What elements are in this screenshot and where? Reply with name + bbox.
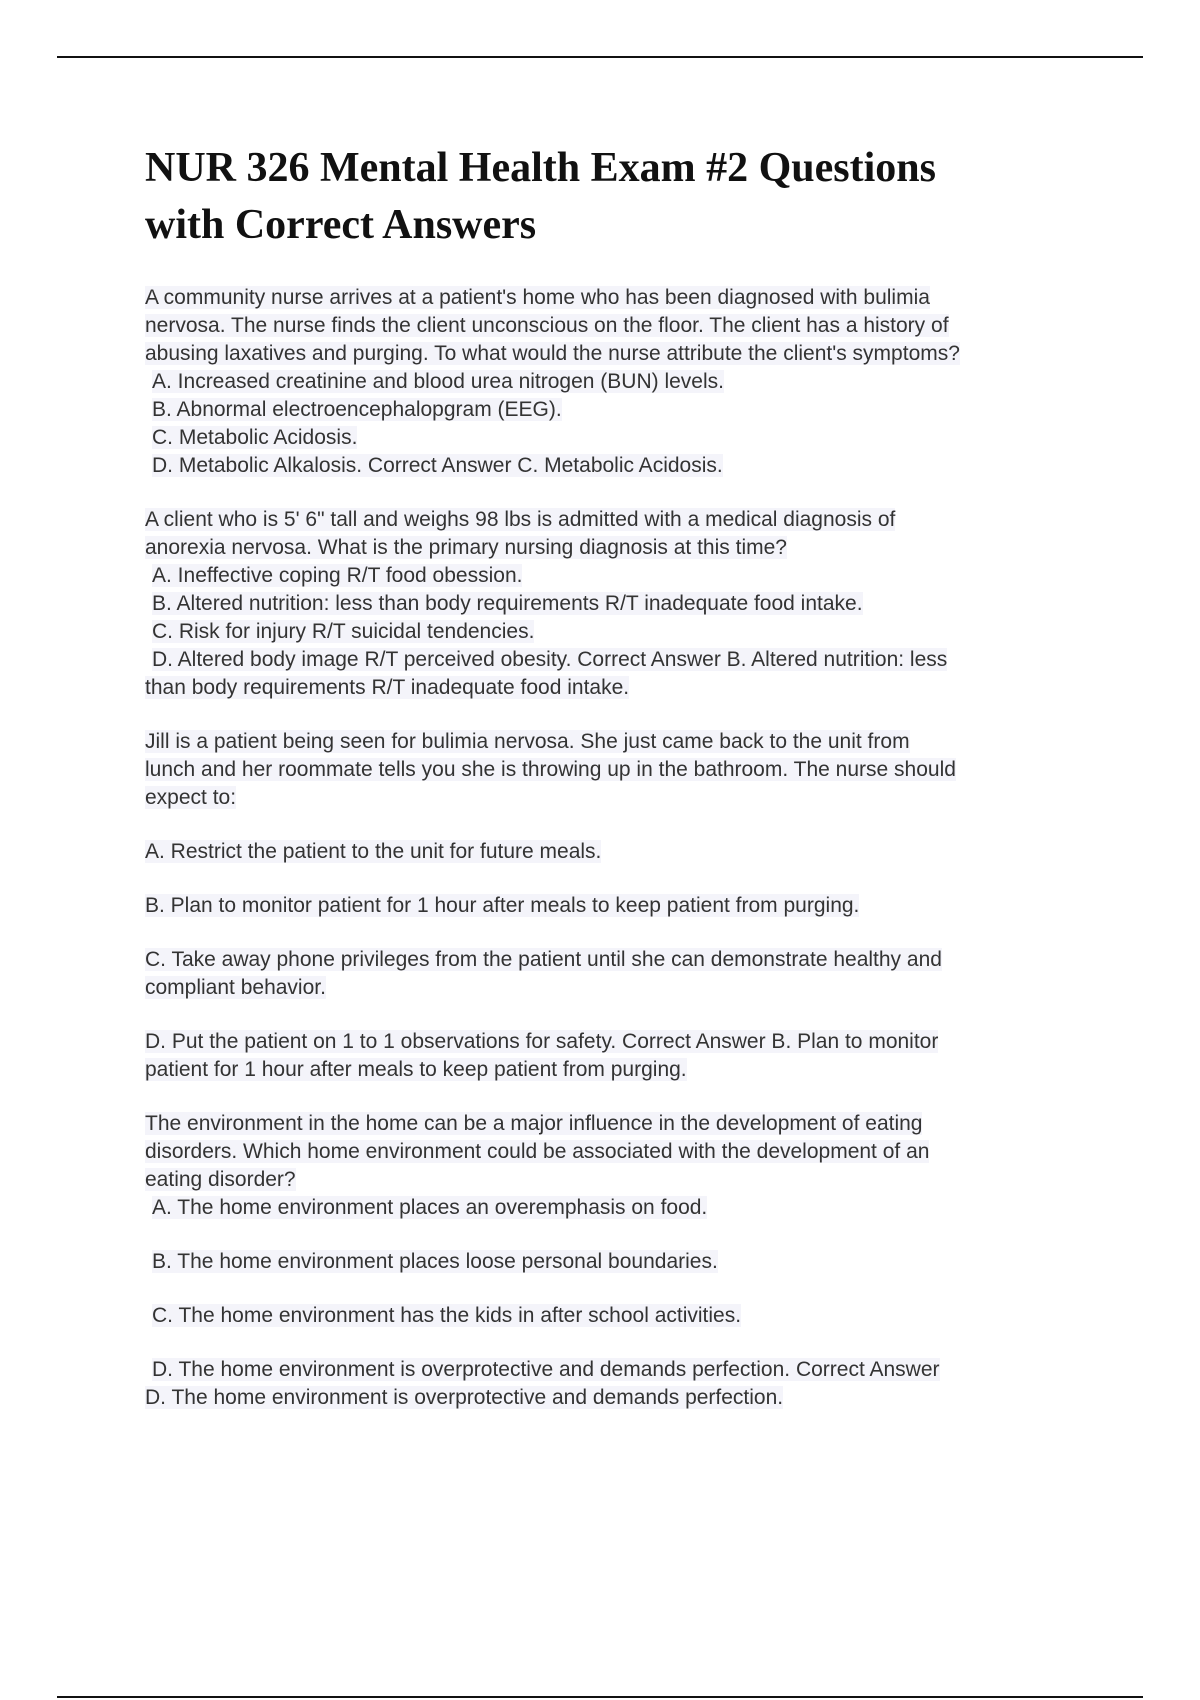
- spacer: [145, 1276, 1105, 1302]
- question-4-stem-line: disorders. Which home environment could be associated with the development of an: [145, 1140, 930, 1163]
- spacer: [145, 866, 1105, 892]
- question-1-option-a: A. Increased creatinine and blood urea nitrogen (BUN) levels.: [152, 370, 724, 393]
- document-body: [145, 140, 1105, 1438]
- question-3-option-b: B. Plan to monitor patient for 1 hour after meals to keep patient from purging.: [145, 894, 860, 917]
- spacer: [145, 812, 1105, 838]
- question-3-option-c: C. Take away phone privileges from the patient until she can demonstrate healthy and: [145, 948, 942, 971]
- question-2-stem-line: anorexia nervosa. What is the primary nursing diagnosis at this time?: [145, 536, 787, 559]
- question-1-option-d-answer: D. Metabolic Alkalosis. Correct Answer C. Metabolic Acidosis.: [152, 454, 723, 477]
- question-4: [145, 1110, 1105, 1412]
- question-1-stem-line: nervosa. The nurse finds the client unconscious on the floor. The client has a history of: [145, 314, 949, 337]
- spacer: [145, 1222, 1105, 1248]
- question-3-option-a: A. Restrict the patient to the unit for future meals.: [145, 840, 602, 863]
- question-2-option-b: B. Altered nutrition: less than body requirements R/T inadequate food intake.: [152, 592, 863, 615]
- question-3: [145, 728, 1105, 1084]
- spacer: [145, 1330, 1105, 1356]
- question-1: [145, 284, 1105, 480]
- question-1-option-b: B. Abnormal electroencephalopgram (EEG).: [152, 398, 562, 421]
- question-2-option-a: A. Ineffective coping R/T food obession.: [152, 564, 523, 587]
- question-3-stem-line: Jill is a patient being seen for bulimia nervosa. She just came back to the unit from: [145, 730, 910, 753]
- spacer: [145, 920, 1105, 946]
- question-3-option-c-continued: compliant behavior.: [145, 976, 326, 999]
- question-2-stem-line: A client who is 5' 6" tall and weighs 98 lbs is admitted with a medical diagnosis of: [145, 508, 896, 531]
- question-1-option-c: C. Metabolic Acidosis.: [152, 426, 358, 449]
- document-title: [145, 140, 1105, 254]
- question-3-answer-continued: patient for 1 hour after meals to keep patient from purging.: [145, 1058, 687, 1081]
- question-4-option-c: C. The home environment has the kids in after school activities.: [152, 1304, 742, 1327]
- question-4-stem-line: eating disorder?: [145, 1168, 296, 1191]
- question-2-option-c: C. Risk for injury R/T suicidal tendencies.: [152, 620, 535, 643]
- top-rule: [57, 56, 1143, 58]
- question-4-option-b: B. The home environment places loose personal boundaries.: [152, 1250, 718, 1273]
- title-line-1: NUR 326 Mental Health Exam #2 Questions: [145, 145, 936, 191]
- question-2-option-d-answer: D. Altered body image R/T perceived obesity. Correct Answer B. Altered nutrition: less: [152, 648, 948, 671]
- title-line-2: with Correct Answers: [145, 202, 537, 248]
- question-4-option-a: A. The home environment places an overemphasis on food.: [152, 1196, 708, 1219]
- question-1-stem-line: A community nurse arrives at a patient's home who has been diagnosed with bulimia: [145, 286, 930, 309]
- question-2: [145, 506, 1105, 702]
- question-4-option-d-answer: D. The home environment is overprotective and demands perfection. Correct Answer: [152, 1358, 940, 1381]
- question-3-option-d-answer: D. Put the patient on 1 to 1 observations for safety. Correct Answer B. Plan to monitor: [145, 1030, 939, 1053]
- question-1-stem-line: abusing laxatives and purging. To what would the nurse attribute the client's symptoms?: [145, 342, 960, 365]
- question-3-stem-line: lunch and her roommate tells you she is throwing up in the bathroom. The nurse should: [145, 758, 956, 781]
- spacer: [145, 1002, 1105, 1028]
- question-2-answer-continued: than body requirements R/T inadequate food intake.: [145, 676, 630, 699]
- question-3-stem-line: expect to:: [145, 786, 237, 809]
- question-4-stem-line: The environment in the home can be a major influence in the development of eating: [145, 1112, 923, 1135]
- question-4-answer-continued: D. The home environment is overprotective and demands perfection.: [145, 1386, 784, 1409]
- bottom-rule: [57, 1696, 1143, 1698]
